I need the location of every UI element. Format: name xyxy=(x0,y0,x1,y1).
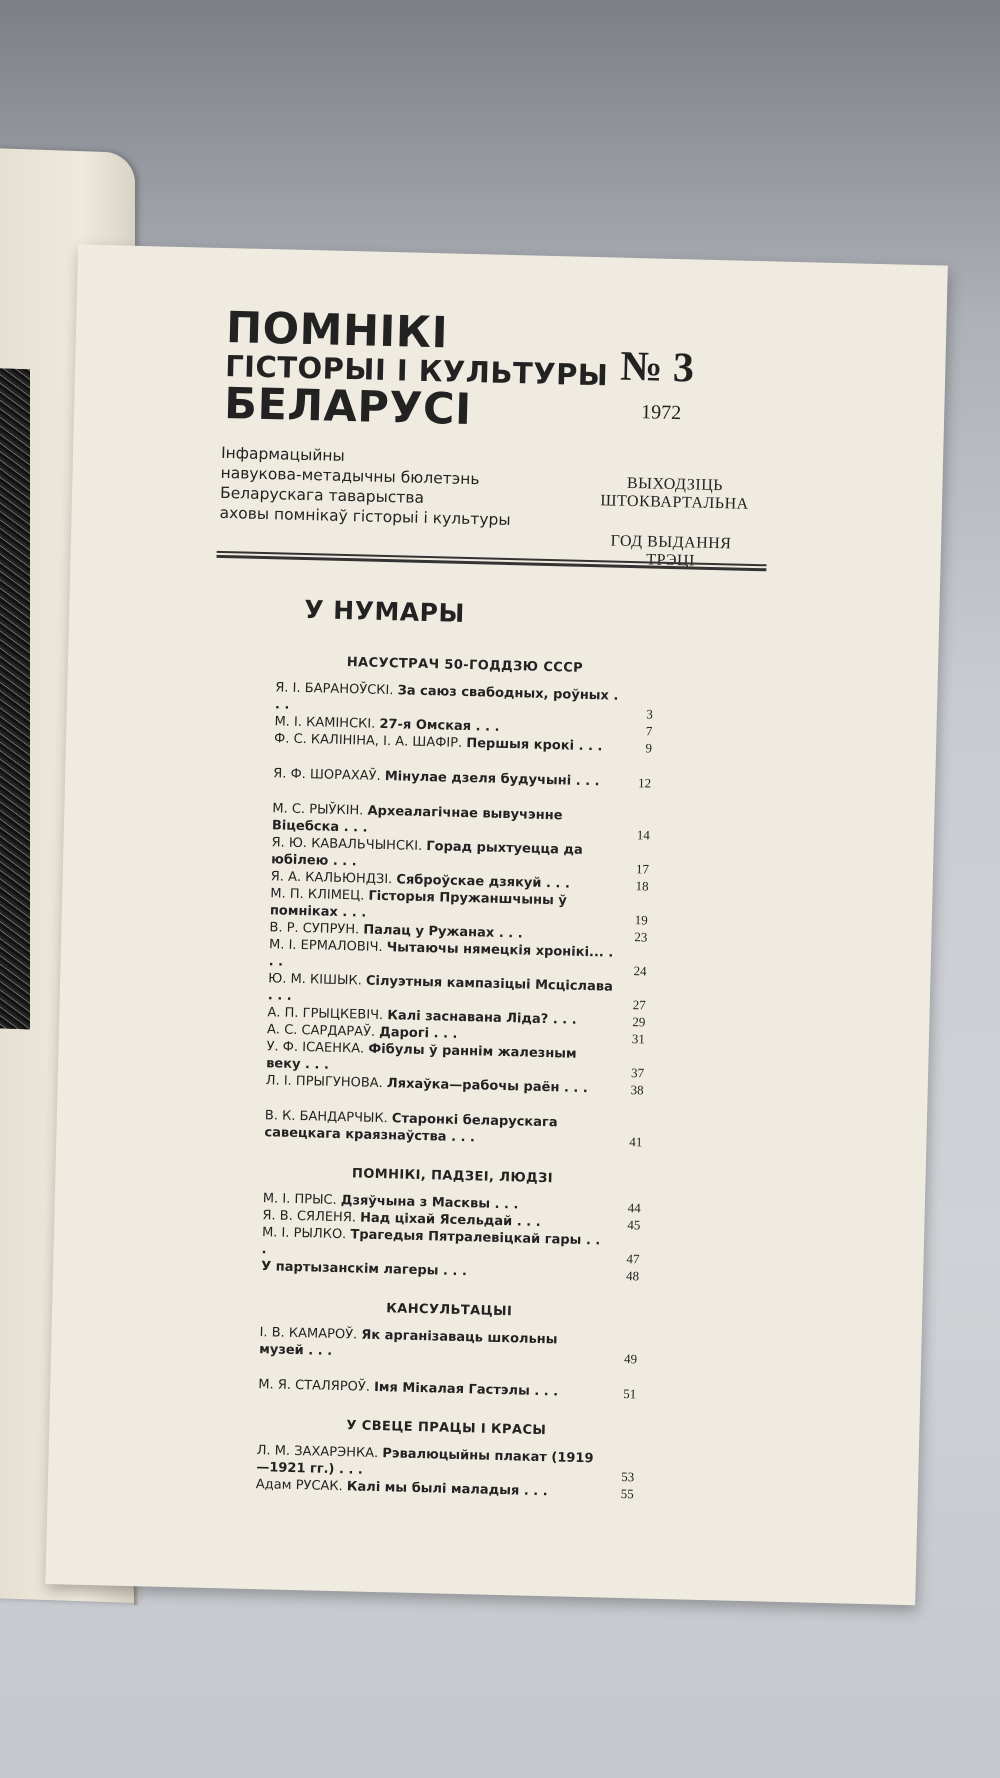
toc-section-title: КАНСУЛЬТАЦЫІ xyxy=(386,1301,513,1320)
toc-section-title: У СВЕЦЕ ПРАЦЫ І КРАСЫ xyxy=(346,1418,547,1439)
publication-frequency xyxy=(597,474,753,514)
toc-article-title: Рэвалюцыйны плакат (1919—1921 гг.) . . . xyxy=(256,1446,594,1478)
masthead-title xyxy=(223,303,610,436)
toc-author: Я. І. БАРАНОЎСКІ. xyxy=(275,680,398,699)
toc-author: М. П. КЛІМЕЦ. xyxy=(270,886,369,904)
year-pub-line: ГОД ВЫДАННЯ xyxy=(610,532,732,553)
toc-heading: У НУМАРЫ xyxy=(303,595,466,628)
toc-page-number: 18 xyxy=(635,878,649,894)
toc-page-number: 31 xyxy=(631,1031,646,1047)
toc-article-title: Сяброўскае дзякуй . . . xyxy=(396,872,571,892)
toc-article-title: Мінулае дзеля будучыні . . . xyxy=(384,769,600,790)
toc-page-number: 9 xyxy=(645,740,653,756)
toc-article-title: Калі мы былі маладыя . . . xyxy=(346,1479,548,1500)
toc-page-number: 27 xyxy=(632,997,646,1013)
toc-article-title: Імя Мікалая Гастэлы . . . xyxy=(373,1379,559,1400)
toc-article-title: Сілуэтныя кампазіцыі Мсціслава . . . xyxy=(267,973,613,1004)
toc-article-title: Дзяўчына з Масквы . . . xyxy=(340,1193,519,1213)
toc-article-title: За саюз свабодных, роўных . . . xyxy=(274,683,619,713)
toc-page-number: 47 xyxy=(626,1251,640,1267)
toc-page-number: 29 xyxy=(632,1014,646,1030)
toc-article-title: Археалагічнае вывучэнне Віцебска . . . xyxy=(271,803,563,836)
toc-author: А. П. ГРЫЦКЕВІЧ. xyxy=(267,1005,388,1024)
toc-article-title: Ляхаўка—рабочы раён . . . xyxy=(386,1076,588,1097)
toc-article-title: Як арганізаваць школьны музей . . . xyxy=(258,1327,558,1359)
contents-page xyxy=(45,244,947,1605)
title-line-2: ГІСТОРЫІ І КУЛЬТУРЫ xyxy=(224,349,609,393)
toc-author: М. С. РЫЎКІН. xyxy=(272,801,368,819)
year-pub-line: ТРЭЦІ xyxy=(646,551,696,570)
toc-page-number: 51 xyxy=(623,1386,637,1402)
toc-author: У. Ф. ІСАЕНКА. xyxy=(266,1039,369,1057)
toc-page-number: 55 xyxy=(620,1486,634,1502)
toc-article-title: Горад рыхтуецца да юбілею . . . xyxy=(270,839,583,870)
frequency-line: ВЫХОДЗІЦЬ xyxy=(626,474,724,495)
table-of-contents xyxy=(255,644,654,1516)
toc-author: А. С. САРДАРАЎ. xyxy=(266,1022,380,1040)
toc-author: Адам РУСАК. xyxy=(255,1477,348,1495)
toc-page-number: 23 xyxy=(634,929,648,945)
toc-page-number: 24 xyxy=(633,963,647,979)
toc-author: Л. І. ПРЫГУНОВА. xyxy=(265,1073,388,1092)
toc-page-number: 14 xyxy=(636,827,651,843)
bulletin-subtitle xyxy=(219,443,512,530)
toc-author: М. І. ЕРМАЛОВІЧ. xyxy=(268,937,387,956)
frequency-line: ШТОКВАРТАЛЬНА xyxy=(600,492,749,513)
toc-author: І. В. КАМАРОЎ. xyxy=(259,1325,362,1343)
toc-author: М. І. ПРЫС. xyxy=(262,1191,342,1209)
toc-page-number: 19 xyxy=(634,912,648,928)
toc-author: Ю. М. КІШЫК. xyxy=(268,971,367,989)
toc-article-title: Над ціхай Ясельдай . . . xyxy=(359,1210,541,1230)
toc-page-number: 48 xyxy=(625,1268,640,1284)
toc-page-number: 49 xyxy=(623,1351,638,1367)
toc-article-title: Палац у Ружанах . . . xyxy=(363,922,523,942)
title-line-3: БЕЛАРУСІ xyxy=(223,378,473,436)
toc-author: М. І. РЫЛКО. xyxy=(261,1225,351,1243)
toc-page-number: 3 xyxy=(646,706,654,722)
toc-author: В. К. БАНДАРЧЫК. xyxy=(264,1108,393,1127)
toc-author: В. Р. СУПРУН. xyxy=(269,920,364,938)
toc-author: М. Я. СТАЛЯРОЎ. xyxy=(258,1377,375,1395)
toc-page-number: 37 xyxy=(630,1065,645,1081)
toc-article-title: Фібулы ў раннім жалезным веку . . . xyxy=(265,1041,577,1073)
toc-page-number: 53 xyxy=(621,1469,635,1485)
facing-page-photo xyxy=(0,368,30,1029)
toc-page-number: 7 xyxy=(645,723,653,739)
toc-article-title: Дарогі . . . xyxy=(379,1024,458,1042)
toc-author: Л. М. ЗАХАРЭНКА. xyxy=(256,1443,383,1462)
subtitle-line: Інфармацыйны xyxy=(220,443,345,465)
toc-article-title: Чытаючы нямецкія хронікі... . . . xyxy=(268,940,614,970)
toc-article-title: 27-я Омская . . . xyxy=(379,716,500,735)
toc-author: М. І. КАМІНСКІ. xyxy=(274,714,380,732)
toc-author: Я. В. СЯЛЕНЯ. xyxy=(262,1208,361,1226)
toc-page-number: 45 xyxy=(627,1217,641,1233)
toc-article-title: У партызанскім лагеры . . . xyxy=(261,1259,468,1280)
toc-article-title: Старонкі беларускага савецкага краязнаўства . . . xyxy=(264,1111,558,1146)
toc-article-title: Калі заснавана Ліда? . . . xyxy=(387,1008,577,1028)
toc-article-title: Гісторыя Пружаншчыны ў помніках . . . xyxy=(269,888,567,921)
toc-page-number: 17 xyxy=(635,861,650,877)
toc-page-number: 41 xyxy=(629,1134,643,1150)
toc-author: Я. Ф. ШОРАХАЎ. xyxy=(273,766,386,785)
toc-author: Я. А. КАЛЬЮНДЗІ. xyxy=(270,869,397,888)
toc-author: Я. Ю. КАВАЛЬЧЫНСКІ. xyxy=(271,835,427,855)
issue-year: 1972 xyxy=(640,401,682,425)
title-line-1: ПОМНІКІ xyxy=(225,303,449,359)
toc-article-title: Трагедыя Пятралевіцкай гары . . . xyxy=(261,1227,601,1258)
toc-page-number: 44 xyxy=(627,1200,641,1216)
subtitle-line: Беларускага таварыства xyxy=(219,483,425,507)
toc-section-title: НАСУСТРАЧ 50-ГОДДЗЮ СССР xyxy=(346,655,584,676)
toc-page-number: 12 xyxy=(637,775,652,791)
toc-section-title: ПОМНІКІ, ПАДЗЕІ, ЛЮДЗІ xyxy=(351,1166,554,1187)
toc-article-title: Першыя крокі . . . xyxy=(466,736,603,755)
subtitle-line: навукова-метадычны бюлетэнь xyxy=(220,463,480,489)
toc-page-number: 38 xyxy=(630,1082,644,1098)
subtitle-line: аховы помнікаў гісторыі і культуры xyxy=(219,503,511,530)
toc-author: Ф. С. КАЛІНІНА, І. А. ШАФІР. xyxy=(273,731,467,752)
issue-number: № 3 xyxy=(619,343,695,392)
